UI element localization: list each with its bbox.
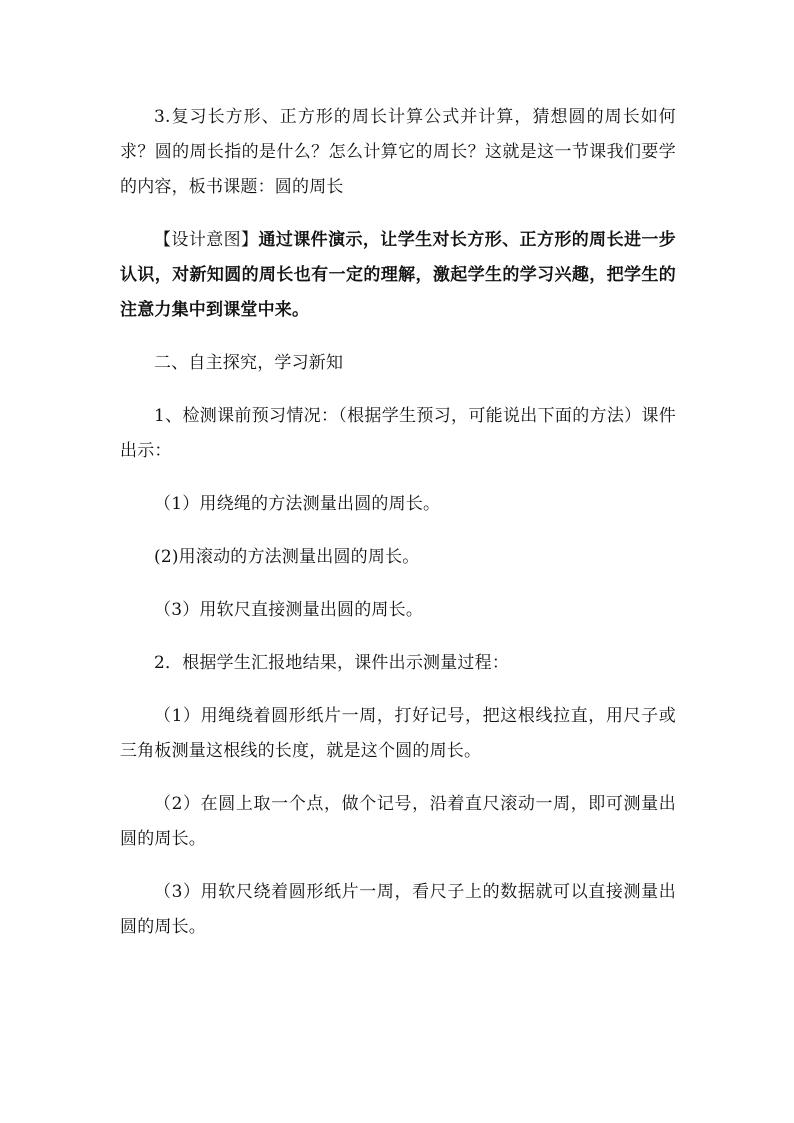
method-item-rolling: (2)用滚动的方法测量出圆的周长。 (154, 547, 420, 567)
paragraph-review-formula: 3.复习长方形、正方形的周长计算公式并计算，猜想圆的周长如何求？圆的周长指的是什么？怎么计算它的周长？这就是这一节课我们要学的内容，板书课题：圆的周长 (120, 107, 676, 197)
process-item-rolling: （2）在圆上取一个点，做个记号，沿着直尺滚动一周，即可测量出圆的周长。 (120, 794, 676, 849)
paragraph-preview-check: 1、检测课前预习情况：（根据学生预习，可能说出下面的方法）课件出示： (120, 406, 676, 461)
method-item-soft-ruler: （3）用软尺直接测量出圆的周长。 (154, 600, 424, 620)
document-content (120, 100, 676, 963)
section-heading-independent-exploration: 二、自主探究，学习新知 (154, 353, 344, 373)
process-item-soft-ruler: （3）用软尺绕着圆形纸片一周，看尺子上的数据就可以直接测量出圆的周长。 (120, 882, 676, 937)
design-intent-label: 【设计意图】 (154, 230, 259, 250)
method-item-rope: （1）用绕绳的方法测量出圆的周长。 (154, 494, 441, 514)
paragraph-design-intent (120, 223, 676, 328)
design-intent-text: 通过课件演示，让学生对长方形、正方形的周长进一步认识，对新知圆的周长也有一定的理解，激起学生的学习兴趣，把学生的注意力集中到课堂中来。 (120, 230, 676, 320)
process-item-rope: （1）用绳绕着圆形纸片一周，打好记号，把这根线拉直，用尺子或三角板测量这根线的长度，就是这个圆的周长。 (120, 706, 676, 761)
paragraph-report-results: 2．根据学生汇报地结果，课件出示测量过程： (154, 653, 510, 673)
